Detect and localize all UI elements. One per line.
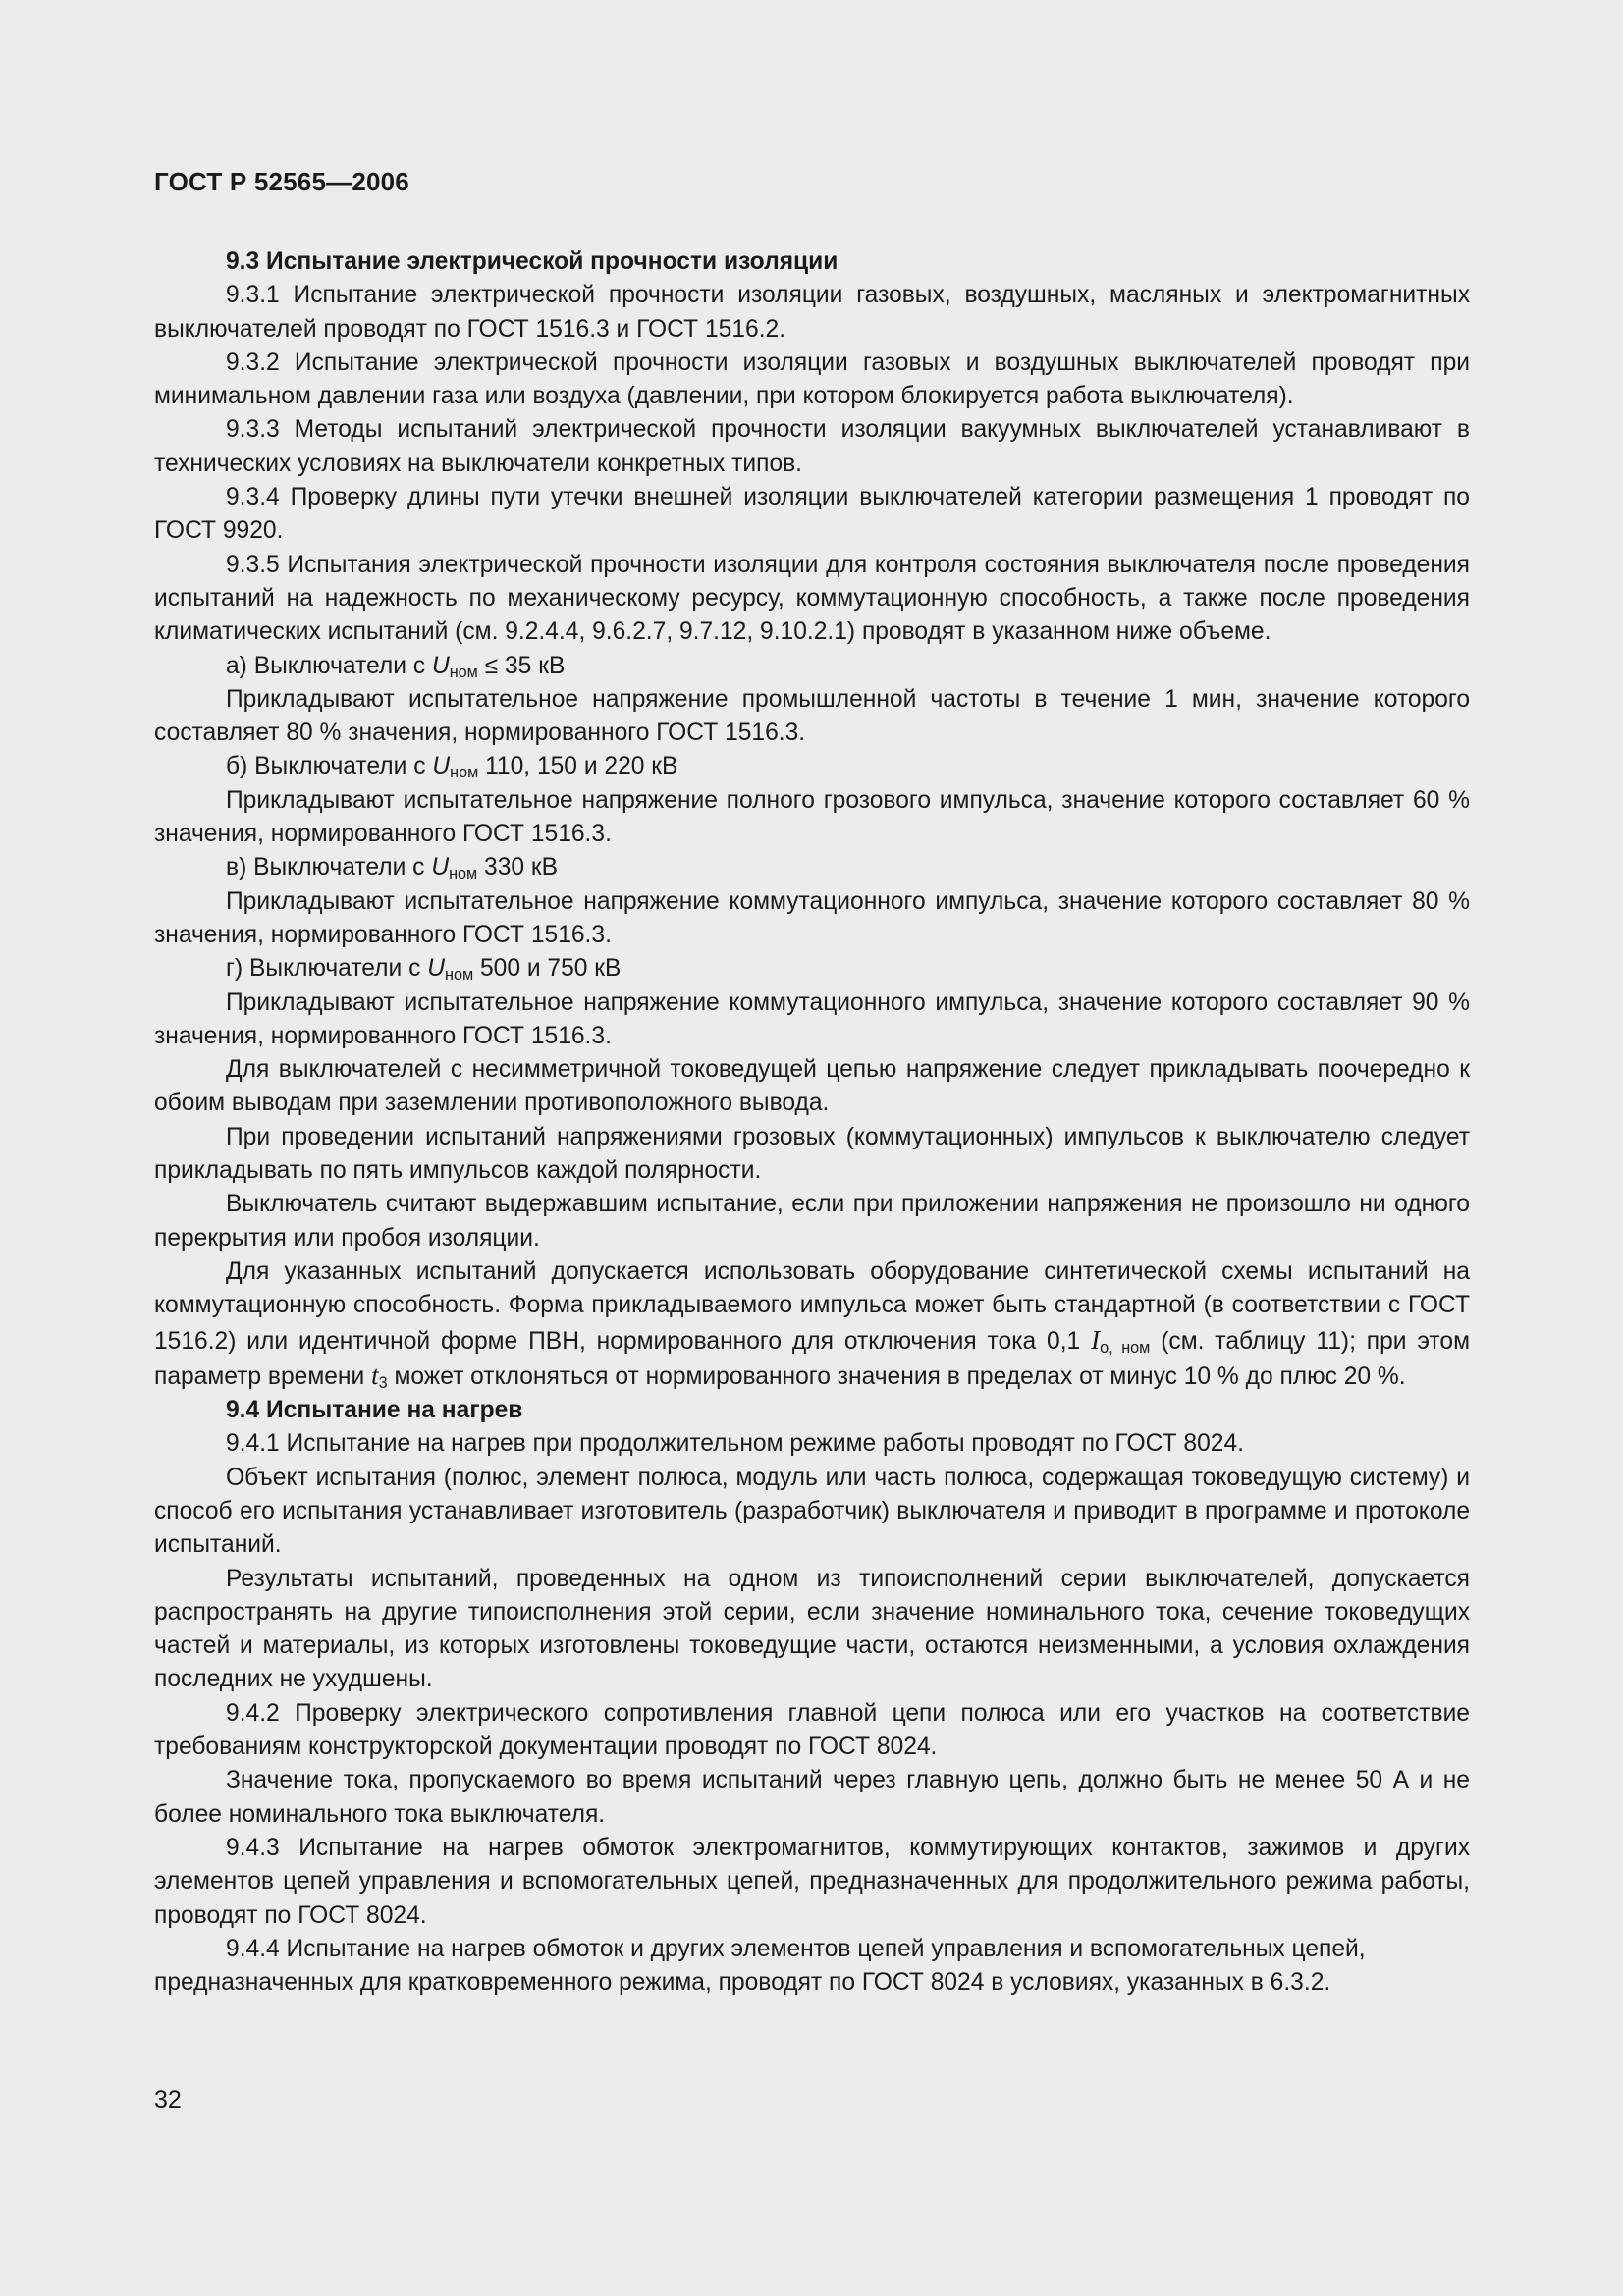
paragraph-9-4-2: 9.4.2 Проверку электрического сопротивления главной цепи полюса или его участков на соответствие требованиям конструкторской документации проводят по ГОСТ 8024. xyxy=(154,1699,1470,1761)
paragraph-9-4-3: 9.4.3 Испытание на нагрев обмоток электромагнитов, коммутирующих контактов, зажимов и других элементов цепей управления и вспомогательных цепей, предназначенных для продолжительного режима работы, проводят по ГОСТ 8024. xyxy=(154,1834,1470,1929)
paragraph-9-3-4: 9.3.4 Проверку длины пути утечки внешней изоляции выключателей категории размещения 1 проводят по ГОСТ 9920. xyxy=(154,484,1470,545)
section-heading-9-4: 9.4 Испытание на нагрев xyxy=(226,1397,523,1424)
paragraph-9-4-1: 9.4.1 Испытание на нагрев при продолжительном режиме работы проводят по ГОСТ 8024. xyxy=(226,1430,1244,1458)
paragraph-9-3-1: 9.3.1 Испытание электрической прочности изоляции газовых, воздушных, масляных и электромагнитных выключателей проводят по ГОСТ 1516.3 и ГОСТ 1516.2. xyxy=(154,282,1470,343)
paragraph-item-c: Прикладывают испытательное напряжение коммутационного импульса, значение которого составляет 80 % значения, нормированного ГОСТ 1516.3. xyxy=(154,887,1470,948)
document-body xyxy=(154,245,1470,2000)
section-heading-9-3: 9.3 Испытание электрической прочности изоляции xyxy=(226,248,839,275)
paragraph-9-4-4: 9.4.4 Испытание на нагрев обмоток и других элементов цепей управления и вспомогательных цепей, предназначенных для кратковременного режима, проводят по ГОСТ 8024 в условиях, указанных в 6.3.2. xyxy=(154,1935,1366,1997)
paragraph-passed: Выключатель считают выдержавшим испытание, если при приложении напряжения не произошло ни одного перекрытия или пробоя изоляции. xyxy=(154,1191,1470,1252)
list-item-a: а) Выключатели с $U_{ном} \le 35$ кВ xyxy=(226,652,566,681)
list-item-c: в) Выключатели с $U_{ном}$ 330 кВ xyxy=(226,854,559,883)
paragraph-item-a: Прикладывают испытательное напряжение промышленной частоты в течение 1 мин, значение которого составляет 80 % значения, нормированного ГОСТ 1516.3. xyxy=(154,685,1470,747)
paragraph-current: Значение тока, пропускаемого во время испытаний через главную цепь, должно быть не менее 50 А и не более номинального тока выключателя. xyxy=(154,1767,1470,1828)
paragraph-item-b: Прикладывают испытательное напряжение полного грозового импульса, значение которого составляет 60 % значения, нормированного ГОСТ 1516.3. xyxy=(154,786,1470,848)
paragraph-9-3-5: 9.3.5 Испытания электрической прочности изоляции для контроля состояния выключателя после проведения испытаний на надежность по механическому ресурсу, коммутационную способность, а также после проведения климатических испытаний (см. 9.2.4.4, 9.6.2.7, 9.7.12, 9.10.2.1) проводят в указанном ниже объеме. xyxy=(154,551,1470,646)
paragraph-results: Результаты испытаний, проведенных на одном из типоисполнений серии выключателей, допускается распространять на другие типоисполнения этой серии, если значение номинального тока, сечение токоведущих частей и материалы, из которых изготовлены токоведущие части, остаются неизменными, а условия охлаждения последних не ухудшены. xyxy=(154,1565,1470,1693)
document-header: ГОСТ Р 52565—2006 xyxy=(154,167,409,196)
page-number: 32 xyxy=(154,2086,182,2113)
paragraph-pulses: При проведении испытаний напряжениями грозовых (коммутационных) импульсов к выключателю следует прикладывать по пять импульсов каждой полярности. xyxy=(154,1123,1470,1185)
paragraph-9-3-3: 9.3.3 Методы испытаний электрической прочности изоляции вакуумных выключателей устанавливают в технических условиях на выключатели конкретных типов. xyxy=(154,416,1470,477)
list-item-d: г) Выключатели с $U_{ном}$ 500 и 750 кВ xyxy=(226,955,622,985)
paragraph-item-d: Прикладывают испытательное напряжение коммутационного импульса, значение которого составляет 90 % значения, нормированного ГОСТ 1516.3. xyxy=(154,988,1470,1049)
list-item-b: б) Выключатели с $U_{ном}$ 110, 150 и 220 кВ xyxy=(226,753,678,782)
paragraph-9-3-2: 9.3.2 Испытание электрической прочности изоляции газовых и воздушных выключателей проводят при минимальном давлении газа или воздуха (давлении, при котором блокируется работа выключателя). xyxy=(154,348,1470,410)
paragraph-object: Объект испытания (полюс, элемент полюса, модуль или часть полюса, содержащая токоведущую систему) и способ его испытания устанавливает изготовитель (разработчик) выключателя и приводит в программе и протоколе испытаний. xyxy=(154,1464,1470,1559)
paragraph-synthetic: Для указанных испытаний допускается использовать оборудование синтетической схемы испытаний на коммутационную способность. Форма прикладываемого импульса может быть стандартной (в соответствии с ГОСТ 1516.2) или идентичной форме ПВН, нормированного для отключения тока 0,1 $I_{о, ном}$ (см. таблицу 11); при этом параметр времени $t_3$ может отклоняться от нормированного значения в пределах от минус 10 % до плюс 20 %. xyxy=(154,1257,1470,1392)
paragraph-asymmetric: Для выключателей с несимметричной токоведущей цепью напряжение следует прикладывать поочередно к обоим выводам при заземлении противоположного вывода. xyxy=(154,1056,1470,1117)
